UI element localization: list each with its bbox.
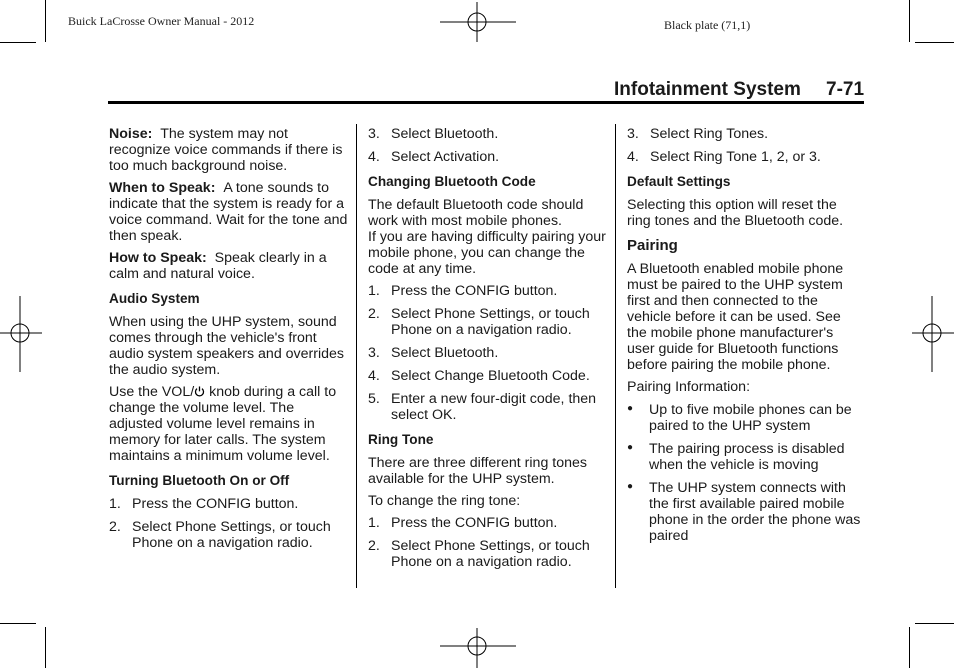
ring-tone-heading: Ring Tone [368,432,434,447]
page-number: 7-71 [826,79,865,100]
step-item [368,306,608,338]
step-text: Select Phone Settings, or touch Phone on a navigation radio. [391,538,590,570]
step-number: 4. [627,149,639,165]
power-icon [194,386,205,397]
step-number: 1. [368,515,380,531]
pairing-info: Pairing Information: [627,379,751,395]
when-paragraph [109,180,349,244]
crop-mark [45,0,46,42]
bullet-item [627,441,864,473]
print-header-title: Buick LaCrosse Owner Manual - 2012 [68,14,255,28]
step-item [368,515,608,531]
change-code-heading: Changing Bluetooth Code [368,174,536,189]
how-paragraph [109,250,349,282]
noise-label: Noise: [109,126,153,142]
code-paragraph-1: The default Bluetooth code should work with most mobile phones. [368,197,584,229]
when-text: A tone sounds to indicate that the system is ready for a voice command. Wait for the tone and then speak. [109,180,348,244]
bullet-item [627,402,864,434]
crop-mark [45,627,46,668]
step-item [368,538,608,570]
crop-mark [0,623,36,624]
step-item [627,126,864,142]
crop-mark [915,42,954,43]
step-item [109,519,349,551]
step-text: Select Change Bluetooth Code. [391,368,590,384]
step-text: Select Bluetooth. [391,126,499,142]
column-1 [109,126,349,558]
crop-mark [909,0,910,42]
step-item [368,149,608,165]
print-header-plate: Black plate (71,1) [664,18,751,32]
section-title: Infotainment System [614,79,801,100]
audio-paragraph-2 [109,384,349,464]
step-text: Select Phone Settings, or touch Phone on a navigation radio. [132,519,331,551]
column-divider [615,124,616,588]
noise-paragraph [109,126,349,174]
bullet-icon: ● [627,481,634,492]
default-paragraph: Selecting this option will reset the ring tones and the Bluetooth code. [627,197,844,229]
bullet-text: The pairing process is disabled when the vehicle is moving [649,441,845,473]
bullet-text: Up to five mobile phones can be paired to the UHP system [649,402,852,434]
step-number: 1. [368,283,380,299]
default-settings-heading: Default Settings [627,174,731,189]
bullet-text: The UHP system connects with the first available paired mobile phone in the order the phone was paired [649,480,861,544]
step-number: 4. [368,368,380,384]
crop-mark [909,627,910,668]
audio-p2-start: Use the VOL/ [109,384,195,400]
step-number: 3. [627,126,639,142]
audio-heading: Audio System [109,291,200,306]
step-number: 3. [368,345,380,361]
step-text: Select Ring Tones. [650,126,769,142]
step-number: 2. [368,538,380,554]
step-number: 1. [109,496,121,512]
registration-target-top [440,2,516,42]
how-text: Speak clearly in a calm and natural voice. [109,250,327,282]
crop-mark [915,623,954,624]
step-text: Press the CONFIG button. [391,283,558,299]
audio-paragraph-1: When using the UHP system, sound comes through the vehicle's front audio system speakers and overrides the audio system. [109,314,345,378]
step-text: Select Phone Settings, or touch Phone on a navigation radio. [391,306,590,338]
step-text: Select Bluetooth. [391,345,499,361]
pairing-paragraph: A Bluetooth enabled mobile phone must be paired to the UHP system first and then connected to the vehicle before it can be used. See the mobile phone manufacturer's user guide for Bluetooth functions before pairing the mobile phone. [627,261,844,373]
registration-target-right [912,296,954,372]
step-item [368,126,608,142]
header-rule [108,101,864,104]
step-number: 5. [368,391,380,407]
step-item [109,496,349,512]
bullet-icon: ● [627,403,634,414]
step-number: 2. [109,519,121,535]
step-item [368,283,608,299]
step-item [368,391,608,423]
step-item [627,149,864,165]
ring-paragraph-2: To change the ring tone: [368,493,521,509]
step-text: Press the CONFIG button. [391,515,558,531]
step-text: Press the CONFIG button. [132,496,299,512]
bullet-icon: ● [627,442,634,453]
step-item [368,368,608,384]
step-number: 3. [368,126,380,142]
bullet-item [627,480,864,544]
step-text: Select Ring Tone 1, 2, or 3. [650,149,821,165]
when-label: When to Speak: [109,180,216,196]
ring-paragraph-1: There are three different ring tones available for the UHP system. [368,455,587,487]
noise-text: The system may not recognize voice commands if there is too much background noise. [109,126,343,174]
registration-target-left [0,296,42,372]
bluetooth-onoff-heading: Turning Bluetooth On or Off [109,473,290,488]
column-2 [368,126,608,577]
audio-p2-end: knob during a call to change the volume level. The adjusted volume level remains in memory for later calls. The system maintains a minimum volume level. [109,384,337,464]
crop-mark [0,42,36,43]
pairing-heading: Pairing [627,237,678,254]
column-divider [356,124,357,588]
step-text: Select Activation. [391,149,500,165]
step-number: 4. [368,149,380,165]
step-text: Enter a new four-digit code, then select OK. [391,391,597,423]
how-label: How to Speak: [109,250,207,266]
registration-target-bottom [440,628,516,668]
column-3 [627,126,864,551]
step-item [368,345,608,361]
step-number: 2. [368,306,380,322]
code-paragraph-2: If you are having difficulty pairing your mobile phone, you can change the code at any time. [368,229,606,277]
